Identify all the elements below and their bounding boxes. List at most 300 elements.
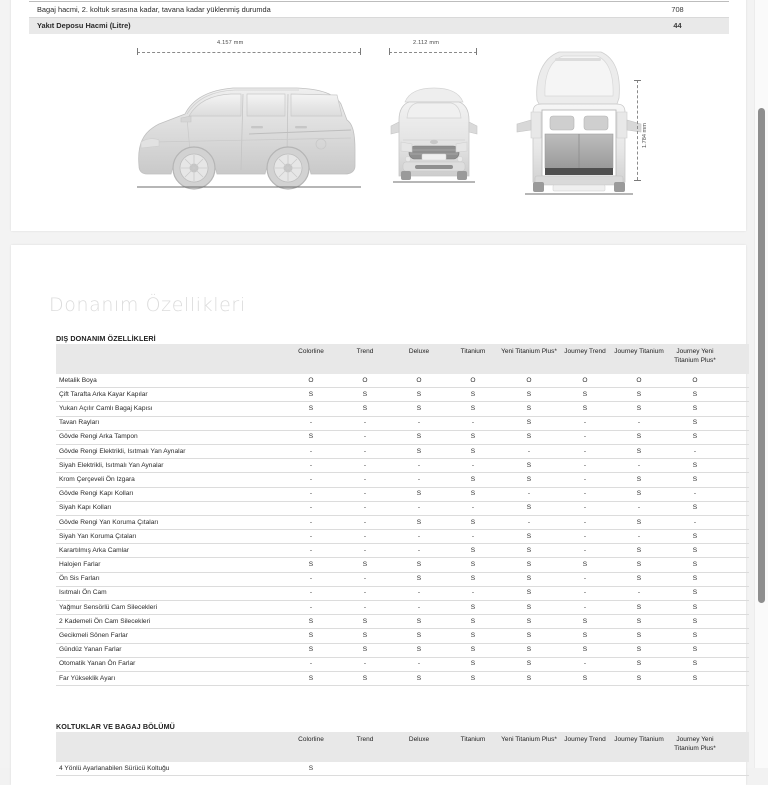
equipment-value-cell: -: [558, 530, 612, 544]
equipment-value-cell: S: [284, 671, 338, 685]
equipment-value-cell: S: [392, 444, 446, 458]
equipment-feature-label: 4 Yönlü Ayarlanabilen Sürücü Koltuğu: [56, 762, 284, 776]
equipment-feature-label: Siyah Kapı Kolları: [56, 501, 284, 515]
equipment-value-spacer: [724, 388, 749, 402]
equipment-value-cell: [558, 762, 612, 776]
equipment-value-cell: S: [500, 671, 558, 685]
front-view-cap-right: [476, 48, 477, 55]
equipment-column-header: Colorline: [284, 732, 338, 762]
equipment-column-header: Journey Titanium: [612, 732, 666, 762]
dimensions-spec-table: [29, 0, 729, 34]
equipment-value-cell: S: [392, 487, 446, 501]
equipment-value-cell: -: [558, 601, 612, 615]
section-title-seats-luggage: KOLTUKLAR VE BAGAJ BÖLÜMÜ: [56, 722, 175, 731]
equipment-value-cell: -: [284, 530, 338, 544]
equipment-value-cell: S: [500, 643, 558, 657]
equipment-feature-label: Isıtmalı Ön Cam: [56, 586, 284, 600]
equipment-column-header: Journey Yeni Titanium Plus*: [666, 732, 724, 762]
equipment-value-cell: S: [500, 586, 558, 600]
equipment-value-cell: -: [338, 487, 392, 501]
equipment-value-cell: S: [392, 558, 446, 572]
equipment-value-spacer: [724, 402, 749, 416]
front-view-illustration: [379, 58, 489, 208]
equipment-feature-label: Gecikmeli Sönen Farlar: [56, 629, 284, 643]
equipment-value-cell: -: [558, 572, 612, 586]
table-row: [56, 572, 749, 586]
equipment-value-cell: S: [558, 402, 612, 416]
equipment-value-cell: O: [666, 374, 724, 388]
equipment-value-cell: O: [500, 374, 558, 388]
spec-row: [29, 18, 729, 34]
equipment-value-cell: S: [666, 416, 724, 430]
rear-view-dimension-line: [637, 80, 639, 180]
equipment-value-cell: S: [612, 402, 666, 416]
equipment-value-cell: -: [612, 530, 666, 544]
equipment-value-cell: -: [338, 459, 392, 473]
equipment-value-cell: S: [338, 643, 392, 657]
equipment-value-cell: -: [392, 586, 446, 600]
equipment-value-cell: S: [392, 572, 446, 586]
equipment-value-cell: [500, 762, 558, 776]
equipment-value-cell: S: [284, 402, 338, 416]
equipment-column-header: Journey Trend: [558, 732, 612, 762]
table-row: [56, 402, 749, 416]
equipment-value-cell: -: [338, 530, 392, 544]
equipment-value-cell: S: [446, 388, 500, 402]
equipment-value-cell: S: [446, 402, 500, 416]
equipment-value-cell: -: [338, 430, 392, 444]
equipment-value-cell: S: [446, 643, 500, 657]
side-view-cap-left: [137, 48, 138, 55]
equipment-value-cell: -: [338, 586, 392, 600]
table-row: [56, 601, 749, 615]
equipment-value-cell: S: [612, 558, 666, 572]
equipment-value-cell: S: [666, 501, 724, 515]
equipment-feature-label: Gövde Rengi Elektrikli, Isıtmalı Yan Aynalar: [56, 444, 284, 458]
equipment-value-cell: S: [558, 615, 612, 629]
equipment-value-cell: S: [500, 430, 558, 444]
equipment-value-cell: -: [558, 515, 612, 529]
equipment-value-cell: S: [338, 629, 392, 643]
equipment-value-cell: S: [338, 671, 392, 685]
vertical-scrollbar-track[interactable]: [754, 0, 768, 768]
equipment-value-cell: S: [666, 473, 724, 487]
equipment-value-cell: S: [666, 544, 724, 558]
table-row: [56, 671, 749, 685]
equipment-feature-label: Metalik Boya: [56, 374, 284, 388]
equipment-value-cell: S: [446, 558, 500, 572]
equipment-value-cell: S: [612, 657, 666, 671]
rear-view-cap-bottom: [634, 180, 641, 181]
equipment-feature-label: Krom Çerçeveli Ön Izgara: [56, 473, 284, 487]
equipment-value-cell: -: [284, 572, 338, 586]
equipment-value-cell: S: [666, 530, 724, 544]
side-view-dimension-line: [137, 52, 361, 54]
equipment-value-cell: -: [558, 487, 612, 501]
table-row: [56, 501, 749, 515]
exterior-equipment-table: [56, 344, 749, 686]
equipment-value-cell: S: [558, 629, 612, 643]
equipment-value-cell: S: [446, 601, 500, 615]
equipment-feature-label: Çift Tarafta Arka Kayar Kapılar: [56, 388, 284, 402]
equipment-value-cell: -: [558, 501, 612, 515]
equipment-feature-label: Siyah Elektrikli, Isıtmalı Yan Aynalar: [56, 459, 284, 473]
equipment-value-cell: S: [500, 530, 558, 544]
equipment-value-cell: S: [284, 430, 338, 444]
equipment-value-cell: -: [558, 657, 612, 671]
front-view-dimension-line: [389, 52, 477, 54]
section-title-exterior: DIŞ DONANIM ÖZELLİKLERİ: [56, 334, 156, 343]
equipment-value-spacer: [724, 459, 749, 473]
equipment-value-cell: S: [558, 388, 612, 402]
equipment-value-spacer: [724, 430, 749, 444]
equipment-value-cell: -: [284, 657, 338, 671]
equipment-value-cell: S: [612, 515, 666, 529]
equipment-value-cell: S: [446, 430, 500, 444]
equipment-value-cell: -: [284, 444, 338, 458]
equipment-value-cell: S: [500, 657, 558, 671]
equipment-value-cell: -: [446, 416, 500, 430]
table-row: [56, 544, 749, 558]
equipment-value-cell: S: [612, 444, 666, 458]
equipment-value-cell: S: [500, 402, 558, 416]
page-title: Donanım Özellikleri: [49, 293, 246, 316]
equipment-value-spacer: [724, 374, 749, 388]
equipment-value-cell: [612, 762, 666, 776]
equipment-value-cell: S: [612, 544, 666, 558]
equipment-value-cell: -: [284, 473, 338, 487]
equipment-value-cell: -: [500, 515, 558, 529]
equipment-value-cell: -: [338, 444, 392, 458]
equipment-feature-label: Yağmur Sensörlü Cam Silecekleri: [56, 601, 284, 615]
rear-view: [509, 34, 669, 209]
equipment-value-cell: -: [338, 515, 392, 529]
equipment-value-cell: S: [392, 629, 446, 643]
specifications-card: [11, 0, 746, 231]
equipment-value-cell: S: [284, 643, 338, 657]
equipment-feature-label: Yukarı Açılır Camlı Bagaj Kapısı: [56, 402, 284, 416]
equipment-feature-label: Gündüz Yanan Farlar: [56, 643, 284, 657]
spec-row: [29, 1, 729, 18]
equipment-value-cell: -: [666, 515, 724, 529]
equipment-value-cell: S: [500, 388, 558, 402]
equipment-value-cell: S: [446, 657, 500, 671]
table-row: [56, 762, 749, 776]
equipment-value-cell: -: [612, 459, 666, 473]
rear-view-illustration: [509, 42, 649, 207]
equipment-column-header: Colorline: [284, 344, 338, 374]
table-row: [56, 374, 749, 388]
equipment-value-cell: S: [612, 601, 666, 615]
equipment-value-cell: -: [338, 657, 392, 671]
equipment-value-cell: -: [284, 501, 338, 515]
equipment-value-cell: S: [666, 615, 724, 629]
equipment-value-cell: O: [612, 374, 666, 388]
equipment-value-cell: O: [392, 374, 446, 388]
spec-row-value: 44: [630, 18, 729, 34]
equipment-value-cell: S: [500, 501, 558, 515]
equipment-value-cell: S: [446, 629, 500, 643]
equipment-value-cell: S: [284, 388, 338, 402]
equipment-value-cell: S: [500, 615, 558, 629]
equipment-value-cell: S: [392, 643, 446, 657]
equipment-value-cell: S: [612, 487, 666, 501]
vertical-scrollbar-thumb[interactable]: [758, 108, 765, 603]
equipment-value-cell: -: [446, 501, 500, 515]
equipment-value-cell: -: [558, 473, 612, 487]
equipment-value-cell: O: [284, 374, 338, 388]
equipment-column-header: Titanium: [446, 344, 500, 374]
equipment-value-spacer: [724, 515, 749, 529]
equipment-feature-label: Far Yükseklik Ayarı: [56, 671, 284, 685]
equipment-value-cell: -: [558, 459, 612, 473]
equipment-value-cell: [666, 762, 724, 776]
table-row: [56, 558, 749, 572]
equipment-feature-label: Tavan Rayları: [56, 416, 284, 430]
equipment-value-cell: -: [284, 544, 338, 558]
equipment-column-header: Trend: [338, 344, 392, 374]
equipment-value-cell: S: [612, 572, 666, 586]
equipment-value-spacer: [724, 643, 749, 657]
equipment-value-cell: -: [392, 544, 446, 558]
equipment-value-cell: [446, 762, 500, 776]
equipment-value-cell: -: [392, 459, 446, 473]
equipment-value-cell: S: [558, 671, 612, 685]
equipment-feature-label: Halojen Farlar: [56, 558, 284, 572]
equipment-value-cell: -: [558, 430, 612, 444]
equipment-value-cell: S: [666, 657, 724, 671]
equipment-value-cell: -: [558, 586, 612, 600]
equipment-value-cell: -: [558, 416, 612, 430]
equipment-feature-label: Otomatik Yanan Ön Farlar: [56, 657, 284, 671]
equipment-value-cell: -: [612, 416, 666, 430]
equipment-value-cell: S: [446, 615, 500, 629]
side-view-cap-right: [360, 48, 361, 55]
equipment-value-cell: S: [500, 459, 558, 473]
equipment-value-cell: S: [666, 459, 724, 473]
equipment-value-cell: S: [666, 601, 724, 615]
table-row: [56, 643, 749, 657]
spec-row-value: 708: [630, 1, 729, 18]
equipment-value-spacer: [724, 530, 749, 544]
equipment-value-cell: -: [392, 416, 446, 430]
equipment-value-cell: S: [284, 558, 338, 572]
equipment-value-cell: S: [666, 643, 724, 657]
equipment-column-header-feature: [56, 732, 284, 762]
equipment-column-header-feature: [56, 344, 284, 374]
equipment-value-cell: S: [612, 671, 666, 685]
equipment-value-cell: S: [338, 388, 392, 402]
seats-luggage-equipment-table: [56, 732, 749, 776]
table-row: [56, 530, 749, 544]
equipment-value-spacer: [724, 444, 749, 458]
equipment-value-cell: -: [338, 473, 392, 487]
equipment-value-spacer: [724, 762, 749, 776]
vehicle-dimensions-diagram: [29, 34, 729, 209]
equipment-column-header-spacer: [724, 344, 749, 374]
rear-view-dimension-label: 1.784 mm: [642, 123, 648, 148]
equipment-value-cell: -: [392, 601, 446, 615]
equipment-value-cell: O: [338, 374, 392, 388]
equipment-feature-label: Ön Sis Farları: [56, 572, 284, 586]
equipment-value-cell: S: [392, 615, 446, 629]
rear-view-cap-top: [634, 80, 641, 81]
equipment-value-cell: -: [338, 601, 392, 615]
equipment-value-cell: S: [500, 558, 558, 572]
equipment-column-header: Yeni Titanium Plus*: [500, 344, 558, 374]
front-view-dimension-label: 2.112 mm: [413, 40, 440, 46]
table-row: [56, 657, 749, 671]
table-row: [56, 629, 749, 643]
equipment-value-spacer: [724, 544, 749, 558]
spec-row-label: Yakıt Deposu Hacmi (Litre): [29, 18, 630, 34]
equipment-value-cell: S: [612, 388, 666, 402]
table-row: [56, 473, 749, 487]
equipment-value-cell: [338, 762, 392, 776]
equipment-value-cell: -: [284, 515, 338, 529]
equipment-value-cell: -: [666, 444, 724, 458]
equipment-value-cell: S: [446, 473, 500, 487]
equipment-value-cell: O: [558, 374, 612, 388]
equipment-value-cell: S: [446, 671, 500, 685]
equipment-value-cell: S: [338, 615, 392, 629]
equipment-column-header: Journey Trend: [558, 344, 612, 374]
equipment-feature-label: 2 Kademeli Ön Cam Silecekleri: [56, 615, 284, 629]
equipment-value-cell: -: [338, 416, 392, 430]
equipment-value-cell: S: [666, 558, 724, 572]
equipment-value-spacer: [724, 501, 749, 515]
equipment-value-spacer: [724, 586, 749, 600]
equipment-value-cell: -: [284, 487, 338, 501]
equipment-value-spacer: [724, 416, 749, 430]
equipment-value-cell: -: [284, 601, 338, 615]
equipment-value-cell: -: [392, 501, 446, 515]
equipment-value-cell: -: [612, 501, 666, 515]
equipment-value-spacer: [724, 487, 749, 501]
equipment-feature-label: Gövde Rengi Arka Tampon: [56, 430, 284, 444]
equipment-value-cell: S: [446, 444, 500, 458]
equipment-value-cell: S: [612, 643, 666, 657]
side-view: [129, 40, 369, 205]
equipment-value-cell: S: [338, 402, 392, 416]
equipment-value-cell: S: [284, 762, 338, 776]
equipment-value-cell: S: [500, 572, 558, 586]
equipment-feature-label: Gövde Rengi Yan Koruma Çıtaları: [56, 515, 284, 529]
equipment-value-cell: S: [392, 515, 446, 529]
equipment-value-cell: S: [666, 671, 724, 685]
equipment-value-cell: S: [446, 515, 500, 529]
table-row: [56, 515, 749, 529]
equipment-value-cell: -: [446, 586, 500, 600]
equipment-value-cell: -: [500, 444, 558, 458]
equipment-value-cell: S: [666, 586, 724, 600]
equipment-value-cell: S: [284, 629, 338, 643]
equipment-value-cell: S: [284, 615, 338, 629]
table-row: [56, 416, 749, 430]
equipment-value-cell: -: [558, 544, 612, 558]
equipment-value-cell: -: [446, 530, 500, 544]
side-view-illustration: [129, 58, 369, 208]
equipment-column-header: Titanium: [446, 732, 500, 762]
equipment-value-cell: S: [500, 629, 558, 643]
equipment-value-cell: S: [446, 572, 500, 586]
equipment-value-cell: S: [612, 473, 666, 487]
equipment-feature-label: Gövde Rengi Kapı Kolları: [56, 487, 284, 501]
table-row: [56, 615, 749, 629]
equipment-value-cell: S: [666, 430, 724, 444]
equipment-feature-label: Siyah Yan Koruma Çıtaları: [56, 530, 284, 544]
equipment-value-spacer: [724, 657, 749, 671]
equipment-value-cell: S: [392, 388, 446, 402]
equipment-value-cell: O: [446, 374, 500, 388]
equipment-value-cell: -: [284, 459, 338, 473]
equipment-value-spacer: [724, 671, 749, 685]
equipment-value-cell: S: [338, 558, 392, 572]
equipment-value-cell: -: [446, 459, 500, 473]
front-view: [379, 40, 489, 205]
equipment-value-spacer: [724, 473, 749, 487]
table-row: [56, 444, 749, 458]
equipment-value-cell: -: [392, 473, 446, 487]
equipment-value-cell: S: [558, 643, 612, 657]
equipment-column-header: Trend: [338, 732, 392, 762]
equipment-value-cell: S: [612, 430, 666, 444]
equipment-column-header: Deluxe: [392, 732, 446, 762]
spec-row-label: Bagaj hacmi, 2. koltuk sırasına kadar, tavana kadar yüklenmiş durumda: [29, 1, 630, 18]
equipment-value-cell: -: [284, 586, 338, 600]
table-row: [56, 487, 749, 501]
equipment-value-cell: S: [666, 572, 724, 586]
table-row: [56, 388, 749, 402]
equipment-value-cell: S: [500, 416, 558, 430]
front-view-cap-left: [389, 48, 390, 55]
equipment-column-header: Deluxe: [392, 344, 446, 374]
equipment-value-cell: S: [558, 558, 612, 572]
equipment-value-cell: S: [666, 388, 724, 402]
equipment-value-cell: S: [392, 671, 446, 685]
equipment-value-cell: -: [338, 544, 392, 558]
equipment-value-cell: S: [500, 544, 558, 558]
equipment-value-cell: S: [446, 487, 500, 501]
equipment-value-spacer: [724, 558, 749, 572]
table-row: [56, 586, 749, 600]
equipment-value-cell: S: [612, 615, 666, 629]
table-row: [56, 430, 749, 444]
equipment-column-header: Yeni Titanium Plus*: [500, 732, 558, 762]
equipment-value-cell: -: [666, 487, 724, 501]
equipment-value-cell: -: [284, 416, 338, 430]
equipment-value-cell: S: [392, 430, 446, 444]
equipment-value-cell: -: [392, 657, 446, 671]
equipment-value-cell: -: [392, 530, 446, 544]
equipment-value-cell: S: [500, 473, 558, 487]
equipment-value-cell: S: [666, 629, 724, 643]
side-view-dimension-label: 4.157 mm: [217, 40, 244, 46]
equipment-column-header: Journey Yeni Titanium Plus*: [666, 344, 724, 374]
equipment-value-cell: S: [392, 402, 446, 416]
equipment-value-cell: -: [558, 444, 612, 458]
equipment-value-spacer: [724, 572, 749, 586]
equipment-column-header: Journey Titanium: [612, 344, 666, 374]
equipment-value-cell: S: [446, 544, 500, 558]
equipment-value-cell: S: [612, 629, 666, 643]
equipment-value-cell: [392, 762, 446, 776]
table-row: [56, 459, 749, 473]
equipment-value-cell: -: [338, 501, 392, 515]
equipment-value-cell: -: [612, 586, 666, 600]
equipment-value-cell: -: [500, 487, 558, 501]
equipment-column-header-spacer: [724, 732, 749, 762]
